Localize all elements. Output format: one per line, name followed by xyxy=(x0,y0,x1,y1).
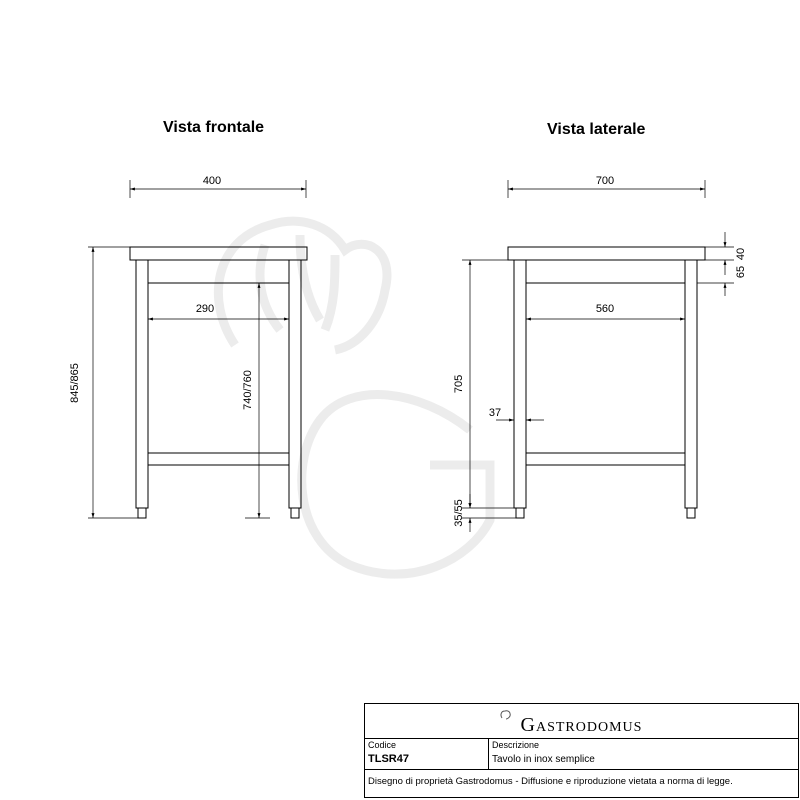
description-label: Descrizione xyxy=(492,740,540,750)
side-frame-height-label: 65 xyxy=(735,265,747,279)
side-leg-height-dimension xyxy=(453,260,514,508)
code-cell xyxy=(365,739,489,770)
title-block xyxy=(364,703,799,798)
front-inner-width-label: 290 xyxy=(195,303,215,315)
side-leg-width-label: 37 xyxy=(488,407,502,419)
brand-initial: G xyxy=(520,713,536,736)
side-depth-label: 700 xyxy=(595,175,615,187)
front-leg-height-label: 740/760 xyxy=(242,370,254,410)
front-width-label: 400 xyxy=(202,175,222,187)
description-cell xyxy=(489,739,798,770)
brand-logo-text xyxy=(521,714,643,737)
side-inner-depth-label: 560 xyxy=(595,303,615,315)
side-frame-height-dimension xyxy=(697,266,747,296)
front-leg-height-dimension xyxy=(242,283,270,518)
side-leg-height-label: 705 xyxy=(453,374,465,394)
side-leg-width-dimension xyxy=(489,407,544,420)
copyright-notice: Disegno di proprietà Gastrodomus - Diffusione e riproduzione vietata a norma di legge. xyxy=(368,776,733,787)
code-value: TLSR47 xyxy=(368,753,409,765)
side-view-title: Vista laterale xyxy=(547,121,646,138)
front-width-dimension xyxy=(130,175,306,198)
side-foot-height-label: 35/55 xyxy=(453,499,465,527)
brand-rest: ASTRODOMUS xyxy=(535,719,643,735)
side-view-table xyxy=(508,247,705,518)
brand-logo-row xyxy=(365,704,798,739)
side-inner-depth-dimension xyxy=(526,303,685,319)
chef-hat-icon xyxy=(500,709,512,721)
code-label: Codice xyxy=(368,740,397,750)
side-top-thickness-label: 40 xyxy=(735,247,747,261)
front-total-height-dimension xyxy=(69,247,138,518)
front-total-height-label: 845/865 xyxy=(69,363,81,403)
description-value: Tavolo in inox semplice xyxy=(492,754,595,765)
front-view-title: Vista frontale xyxy=(163,119,265,136)
side-depth-dimension xyxy=(508,175,705,198)
